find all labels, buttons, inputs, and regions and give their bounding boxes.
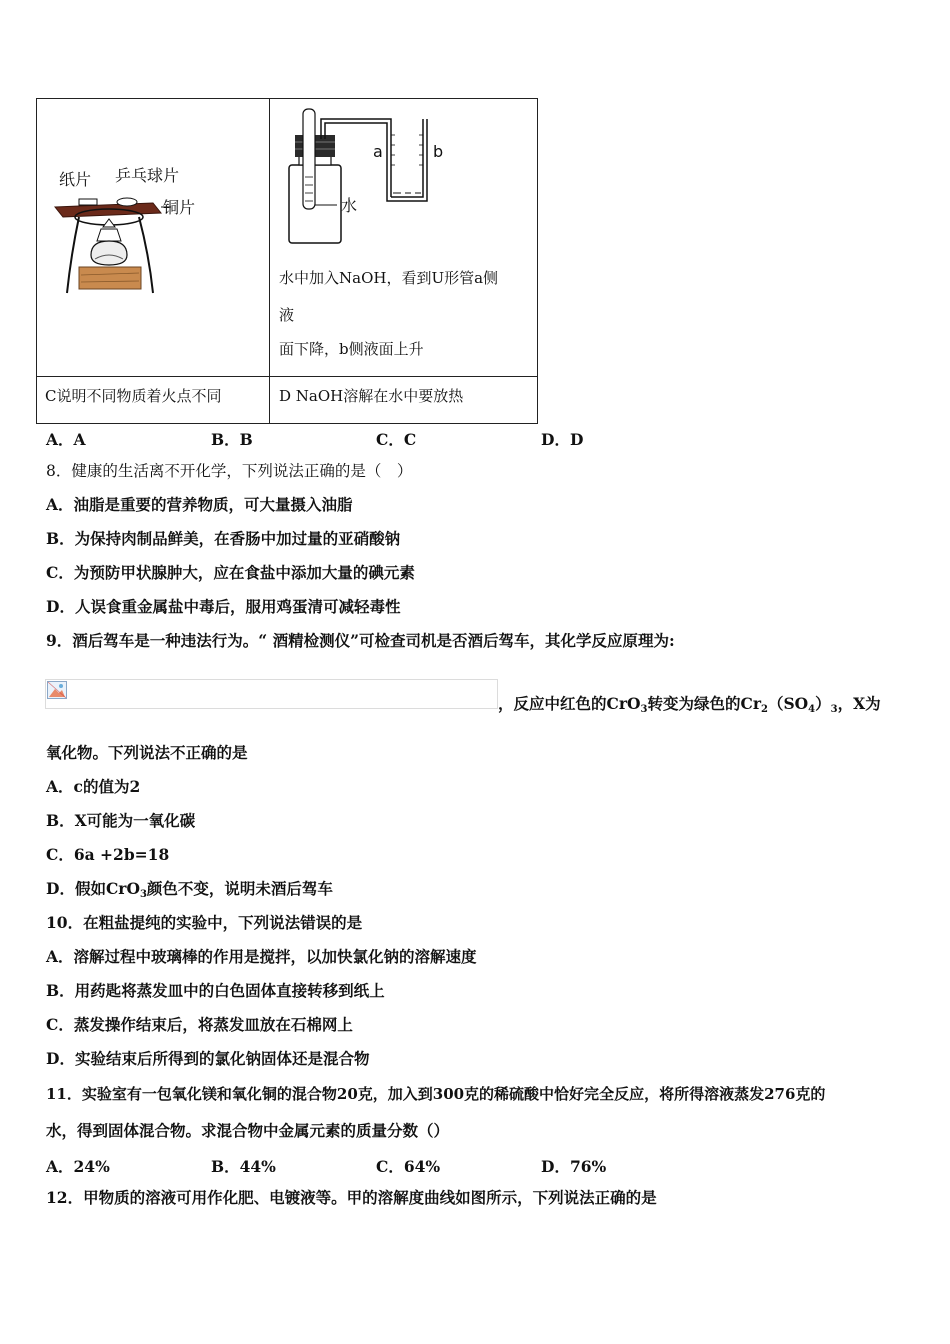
experiment-table xyxy=(36,98,538,424)
label-paper: 纸片 xyxy=(59,170,92,189)
broken-image-icon xyxy=(47,681,67,699)
q9-sub2: 2 xyxy=(761,704,768,715)
right-cell-text-3: 面下降，b侧液面上升 xyxy=(279,340,424,358)
q9-option-a[interactable]: A．c的值为2 xyxy=(46,777,141,796)
q8-option-c[interactable]: C．为预防甲状腺肿大，应在食盐中添加大量的碘元素 xyxy=(46,563,415,582)
q9-after-c: （SO xyxy=(767,694,809,713)
q11-option-d[interactable]: D．76% xyxy=(541,1157,607,1176)
q9-sub4: 3 xyxy=(830,704,838,715)
q9-option-b[interactable]: B．X可能为一氧化碳 xyxy=(46,811,196,830)
label-copper: 铜片 xyxy=(163,198,196,217)
q9-stem: 9．酒后驾车是一种违法行为。“ 酒精检测仪”可检查司机是否酒后驾车，其化学反应原理为: xyxy=(46,631,675,650)
q9-after-image xyxy=(498,693,881,721)
table-divider-vertical xyxy=(269,99,270,423)
label-b: b xyxy=(433,142,444,161)
label-water: 水 xyxy=(341,196,358,215)
q7-option-a[interactable]: A．A xyxy=(46,430,86,449)
q12-stem: 12．甲物质的溶液可用作化肥、电镀液等。甲的溶解度曲线如图所示，下列说法正确的是 xyxy=(46,1188,657,1207)
q11-option-c[interactable]: C．64% xyxy=(376,1157,441,1176)
q9-sub1: 3 xyxy=(640,704,648,715)
q7-option-b[interactable]: B．B xyxy=(211,430,253,449)
q7-option-d[interactable]: D．D xyxy=(541,430,584,449)
q11-stem-1: 11．实验室有一包氧化镁和氧化铜的混合物20克，加入到300克的稀硫酸中恰好完全反应，将所得溶液蒸发276克的 xyxy=(46,1085,826,1103)
q8-stem: 8．健康的生活离不开化学，下列说法正确的是（ ） xyxy=(46,462,413,480)
q7-option-c[interactable]: C．C xyxy=(376,430,417,449)
right-cell-text-1: 水中加入NaOH，看到U形管a侧 xyxy=(279,269,499,287)
q10-option-d[interactable]: D．实验结束后所得到的氯化钠固体还是混合物 xyxy=(46,1049,370,1068)
q10-option-c[interactable]: C．蒸发操作结束后，将蒸发皿放在石棉网上 xyxy=(46,1015,353,1034)
q9-after-d: ） xyxy=(815,694,831,713)
q9-option-d[interactable] xyxy=(46,878,333,906)
table-divider-horizontal xyxy=(37,376,537,377)
q9-after-b: 转变为绿色的Cr xyxy=(647,694,761,713)
q10-option-b[interactable]: B．用药匙将蒸发皿中的白色固体直接转移到纸上 xyxy=(46,981,385,1000)
q8-option-d[interactable]: D．人误食重金属盐中毒后，服用鸡蛋清可减轻毒性 xyxy=(46,597,401,616)
q9-after-a: ，反应中红色的CrO xyxy=(498,694,641,713)
q9-option-c[interactable]: C．6a +2b=18 xyxy=(46,845,170,864)
right-cell-text-2: 液 xyxy=(279,306,295,324)
q9-sub3: 4 xyxy=(808,704,816,715)
q10-option-a[interactable]: A．溶解过程中玻璃棒的作用是搅拌，以加快氯化钠的溶解速度 xyxy=(46,947,477,966)
label-a: a xyxy=(373,142,383,161)
q9-option-d-pre: D．假如CrO xyxy=(46,879,140,898)
q9-after-e: ，X为 xyxy=(837,694,881,713)
q8-option-b[interactable]: B．为保持肉制品鲜美，在香肠中加过量的亚硝酸钠 xyxy=(46,529,401,548)
label-pingpong: 乒乓球片 xyxy=(115,166,180,185)
q11-option-b[interactable]: B．44% xyxy=(211,1157,276,1176)
caption-d: D NaOH溶解在水中要放热 xyxy=(279,387,464,405)
q9-option-d-sub: 3 xyxy=(139,889,147,900)
q8-option-a[interactable]: A．油脂是重要的营养物质，可大量摄入油脂 xyxy=(46,495,353,514)
u-tube-diagram xyxy=(281,105,461,250)
q10-stem: 10．在粗盐提纯的实验中，下列说法错误的是 xyxy=(46,913,363,932)
q9-continuation: 氧化物。下列说法不正确的是 xyxy=(46,743,248,762)
caption-c: C说明不同物质着火点不同 xyxy=(45,387,222,405)
formula-image xyxy=(45,679,498,709)
q9-option-d-post: 颜色不变，说明未酒后驾车 xyxy=(146,879,333,898)
q11-stem-2: 水，得到固体混合物。求混合物中金属元素的质量分数（） xyxy=(46,1121,450,1140)
q11-option-a[interactable]: A．24% xyxy=(46,1157,110,1176)
ignition-point-diagram xyxy=(49,155,229,305)
